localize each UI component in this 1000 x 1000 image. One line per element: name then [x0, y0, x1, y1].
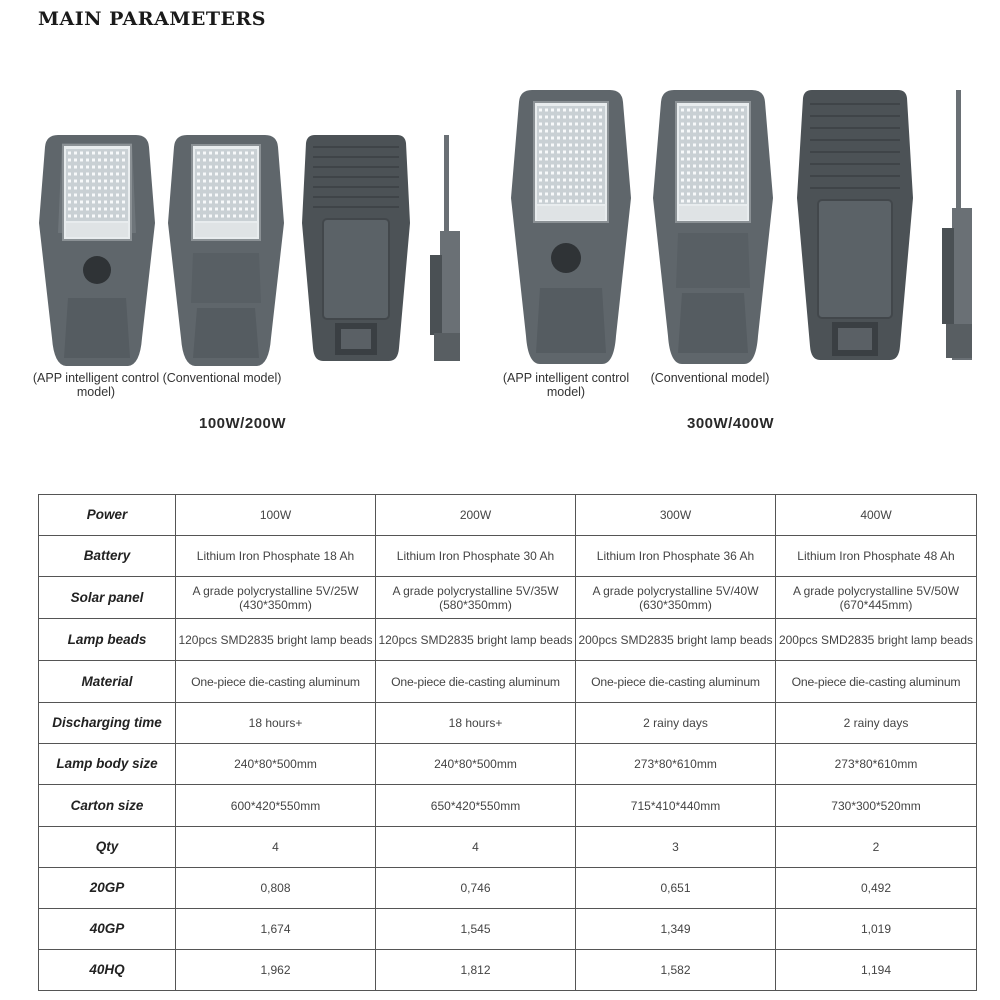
table-cell: 120pcs SMD2835 bright lamp beads [376, 619, 576, 661]
table-row [39, 495, 977, 536]
table-cell: 4 [376, 827, 576, 868]
table-row [39, 868, 977, 909]
table-cell: 200pcs SMD2835 bright lamp beads [576, 619, 776, 661]
group-title-300w-400w: 300W/400W [687, 415, 775, 432]
table-cell: 1,812 [376, 950, 576, 991]
table-cell: 650*420*550mm [376, 785, 576, 827]
table-cell: 3 [576, 827, 776, 868]
table-row [39, 909, 977, 950]
table-cell: Lithium Iron Phosphate 48 Ah [776, 536, 977, 577]
table-cell: One-piece die-casting aluminum [576, 661, 776, 703]
caption-conventional-model: (Conventional model) [650, 371, 770, 385]
table-cell: 273*80*610mm [776, 744, 977, 785]
table-cell: 18 hours+ [376, 703, 576, 744]
row-label: 20GP [39, 868, 176, 909]
table-cell: One-piece die-casting aluminum [176, 661, 376, 703]
table-cell: 273*80*610mm [576, 744, 776, 785]
table-cell: Lithium Iron Phosphate 30 Ah [376, 536, 576, 577]
table-cell: 2 [776, 827, 977, 868]
table-cell: 730*300*520mm [776, 785, 977, 827]
table-cell: 400W [776, 495, 977, 536]
lamp-front-app-300w [510, 88, 632, 366]
parameters-table-body [39, 495, 977, 991]
table-cell: One-piece die-casting aluminum [376, 661, 576, 703]
row-label: Battery [39, 536, 176, 577]
table-cell: 0,808 [176, 868, 376, 909]
group-title-100w-200w: 100W/200W [199, 415, 287, 432]
table-cell: 2 rainy days [776, 703, 977, 744]
lamp-side-100w [424, 133, 472, 363]
table-cell: 1,349 [576, 909, 776, 950]
table-row [39, 785, 977, 827]
table-cell: 100W [176, 495, 376, 536]
row-label: Solar panel [39, 577, 176, 619]
lamp-side-300w [938, 88, 978, 363]
table-cell: 200W [376, 495, 576, 536]
lamp-front-conventional-300w [652, 88, 774, 366]
table-cell: 0,651 [576, 868, 776, 909]
table-cell: One-piece die-casting aluminum [776, 661, 977, 703]
row-label: 40HQ [39, 950, 176, 991]
row-label: Lamp body size [39, 744, 176, 785]
table-cell: 0,492 [776, 868, 977, 909]
row-label: Power [39, 495, 176, 536]
table-cell: 1,194 [776, 950, 977, 991]
table-cell: 4 [176, 827, 376, 868]
table-row [39, 619, 977, 661]
table-cell: 1,545 [376, 909, 576, 950]
table-cell: 1,674 [176, 909, 376, 950]
table-row [39, 950, 977, 991]
lamp-front-app-100w [38, 133, 156, 368]
lamp-back-300w [796, 88, 914, 363]
table-row [39, 536, 977, 577]
table-cell: 600*420*550mm [176, 785, 376, 827]
table-cell: 2 rainy days [576, 703, 776, 744]
table-row [39, 703, 977, 744]
row-label: Qty [39, 827, 176, 868]
table-cell: 1,962 [176, 950, 376, 991]
table-cell: 1,582 [576, 950, 776, 991]
table-cell: 120pcs SMD2835 bright lamp beads [176, 619, 376, 661]
row-label: Material [39, 661, 176, 703]
row-label: 40GP [39, 909, 176, 950]
row-label: Discharging time [39, 703, 176, 744]
table-cell: Lithium Iron Phosphate 18 Ah [176, 536, 376, 577]
caption-app-model: (APP intelligent control model) [502, 371, 630, 399]
table-cell: A grade polycrystalline 5V/25W (430*350mm) [176, 577, 376, 619]
table-cell: A grade polycrystalline 5V/35W (580*350mm) [376, 577, 576, 619]
table-row [39, 827, 977, 868]
caption-conventional-model: (Conventional model) [162, 371, 282, 385]
lamp-front-conventional-100w [167, 133, 285, 368]
lamp-back-100w [301, 133, 411, 363]
page-title: MAIN PARAMETERS [38, 8, 266, 30]
table-cell: 240*80*500mm [376, 744, 576, 785]
table-cell: A grade polycrystalline 5V/40W (630*350mm) [576, 577, 776, 619]
table-cell: Lithium Iron Phosphate 36 Ah [576, 536, 776, 577]
table-cell: 18 hours+ [176, 703, 376, 744]
parameters-table [38, 494, 977, 991]
table-row [39, 577, 977, 619]
table-cell: 200pcs SMD2835 bright lamp beads [776, 619, 977, 661]
table-cell: 300W [576, 495, 776, 536]
table-cell: 715*410*440mm [576, 785, 776, 827]
table-cell: 240*80*500mm [176, 744, 376, 785]
table-cell: A grade polycrystalline 5V/50W (670*445mm) [776, 577, 977, 619]
table-row [39, 744, 977, 785]
table-cell: 1,019 [776, 909, 977, 950]
table-row [39, 661, 977, 703]
row-label: Lamp beads [39, 619, 176, 661]
table-cell: 0,746 [376, 868, 576, 909]
row-label: Carton size [39, 785, 176, 827]
caption-app-model: (APP intelligent control model) [32, 371, 160, 399]
